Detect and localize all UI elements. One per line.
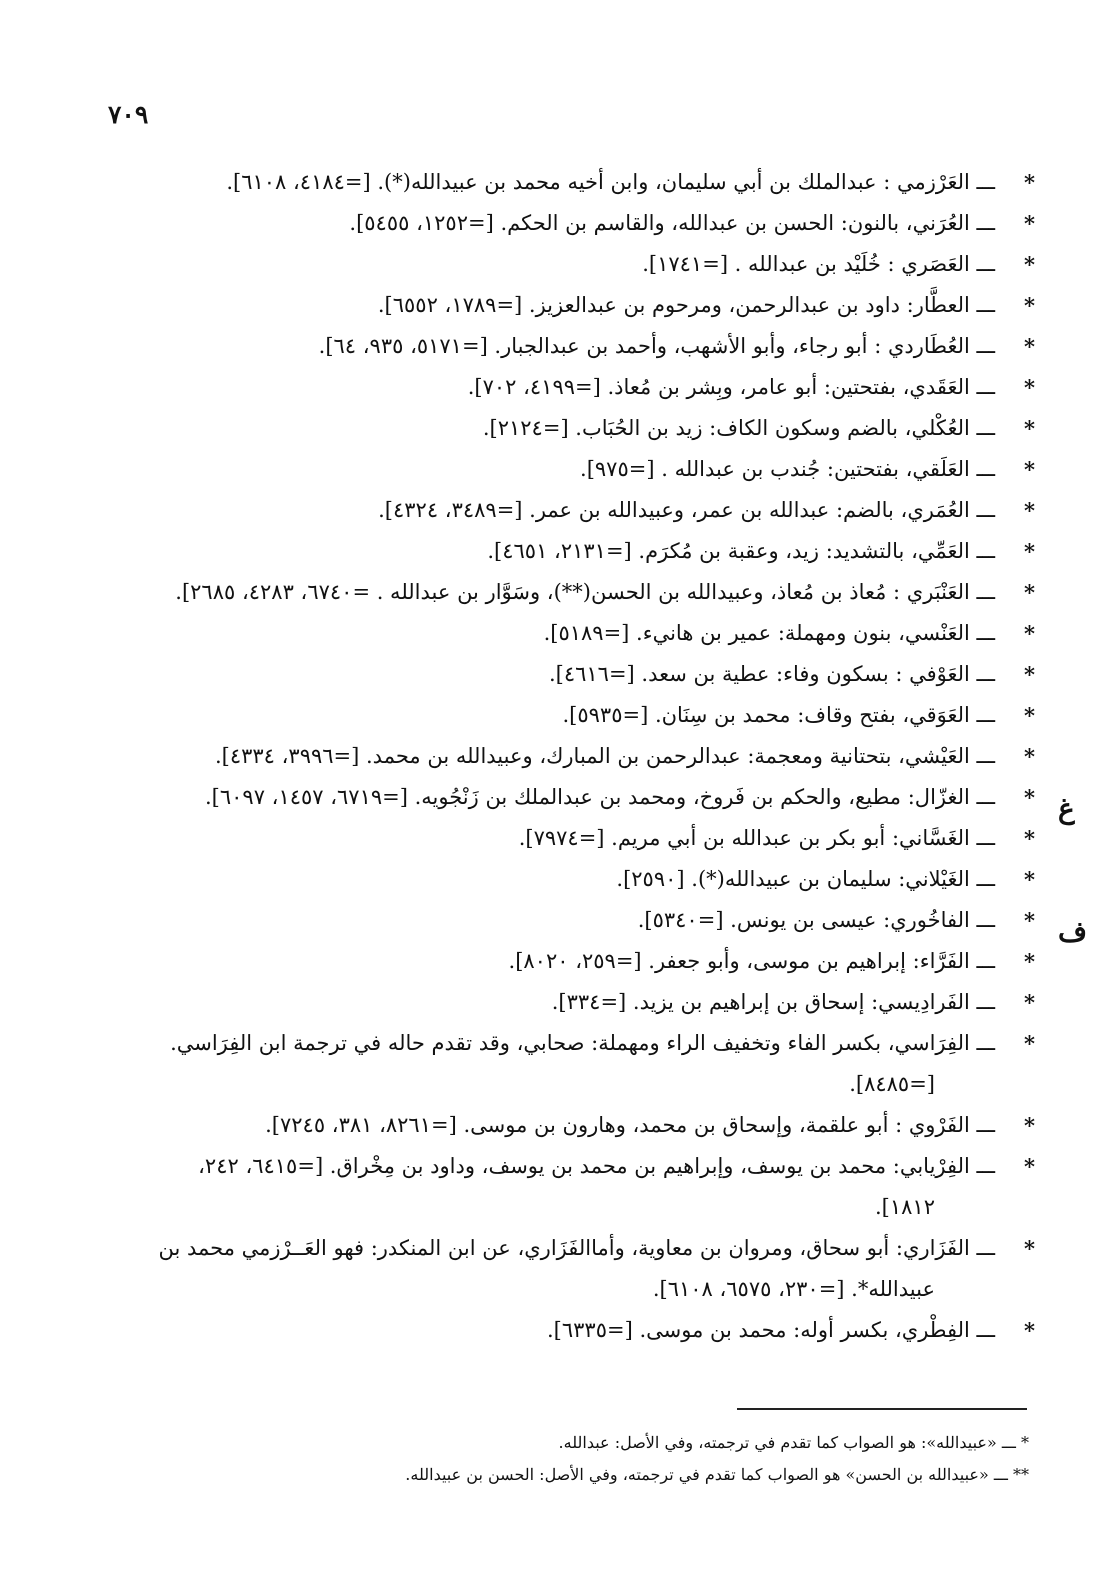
section-letter-ghain: غ (1058, 792, 1075, 825)
bullet-star: * (1024, 416, 1035, 441)
entry-line (551, 982, 1035, 1023)
entry-text: ـــ العُطَاردي : أبو رجاء، وأبو الأشهب، وأحمد بن عبدالجبار. [=٥١٧١، ٩٣٥، ٦٤]. (318, 334, 995, 358)
entry-line (547, 1310, 1035, 1351)
entry-line (198, 1146, 1035, 1187)
entry-text: ـــ العُكْلي، بالضم وسكون الكاف: زيد بن الحُبَاب. [=٢١٢٤]. (482, 416, 995, 440)
entry-text: ـــ الغَيْلاني: سليمان بن عبيدالله(*). [٢٥٩٠]. (616, 867, 995, 891)
entry-text: ـــ العَيْشي، بتحتانية ومعجمة: عبدالرحمن بن المبارك، وعبيدالله بن محمد. [=٣٩٩٦، ٤٣٣٤]. (214, 744, 995, 768)
entry-line (562, 695, 1035, 736)
entry-text: ـــ الفَرادِيسي: إسحاق بن إبراهيم بن يزيد. [=٣٣٤]. (551, 990, 995, 1014)
entry-line (349, 203, 1035, 244)
entry-line (487, 531, 1035, 572)
entry-text: ـــ الغزّال: مطيع، والحكم بن فَروخ، ومحمد بن عبدالملك بن زَنْجُويه. [=٦٧١٩، ١٤٥٧، ٦٠٩٧]. (204, 785, 995, 809)
entry-line (518, 818, 1035, 859)
entry-text: ـــ الفَزَاري: أبو سحاق، ومروان بن معاوية، وأماالفَزَاري، عن ابن المنكدر: فهو العَــرْزمي محمد بن (158, 1236, 995, 1260)
entry-continuation: ١٨١٢]. (875, 1195, 935, 1219)
entry-line (482, 408, 1035, 449)
bullet-star: * (1024, 1236, 1035, 1261)
entry-text: ـــ الغَسَّاني: أبو بكر بن عبدالله بن أبي مريم. [=٧٩٧٤]. (518, 826, 995, 850)
bullet-star: * (1024, 826, 1035, 851)
footnote-marker: * (1021, 1433, 1029, 1452)
entry-text: ـــ العَوَقي، بفتح وقاف: محمد بن سِنَان. [=٥٩٣٥]. (562, 703, 995, 727)
entry-text: ـــ العَنْسي، بنون ومهملة: عمير بن هانيء. [=٥١٨٩]. (543, 621, 995, 645)
entry-line (616, 859, 1035, 900)
entry-continuation: عبيدالله*. [=٢٣٠، ٦٥٧٥، ٦١٠٨]. (652, 1277, 935, 1301)
entry-text: ـــ العَلَقي، بفتحتين: جُندب بن عبدالله . [=٩٧٥]. (580, 457, 995, 481)
entry-text: ـــ العَمِّي، بالتشديد: زيد، وعقبة بن مُكرَم. [=٢١٣١، ٤٦٥١]. (487, 539, 995, 563)
bullet-star: * (1024, 949, 1035, 974)
page-number: ٧٠٩ (108, 100, 149, 129)
bullet-star: * (1024, 621, 1035, 646)
entry-line (580, 449, 1035, 490)
footnote-text: ـــ «عبيدالله»: هو الصواب كما تقدم في ترجمته، وفي الأصل: عبدالله. (558, 1433, 1016, 1452)
bullet-star: * (1024, 170, 1035, 195)
bullet-star: * (1024, 744, 1035, 769)
entry-line (226, 162, 1035, 203)
entry-line (170, 1023, 1035, 1064)
entry-line (377, 285, 1035, 326)
entry-text: ـــ الفِرْيابي: محمد بن يوسف، وإبراهيم بن محمد بن يوسف، وداود بن مِخْراق. [=٦٤١٥، ٢٤٢، (198, 1154, 995, 1178)
footnote-separator (737, 1408, 1027, 1410)
bullet-star: * (1024, 457, 1035, 482)
entry-text: ـــ العُرَني، بالنون: الحسن بن عبدالله، والقاسم بن الحكم. [=١٢٥٢، ٥٤٥٥]. (349, 211, 995, 235)
entry-line (378, 490, 1035, 531)
entry-text: ـــ العَصَري : خُلَيْد بن عبدالله . [=١٧٤١]. (642, 252, 995, 276)
entry-continuation: [=٨٤٨٥]. (849, 1072, 935, 1096)
footnote-marker: ** (1013, 1465, 1029, 1484)
entry-text: ـــ الفَرَّاء: إبراهيم بن موسى، وأبو جعفر. [=٢٥٩، ٨٠٢٠]. (508, 949, 995, 973)
bullet-star: * (1024, 990, 1035, 1015)
bullet-star: * (1024, 539, 1035, 564)
entry-text: ـــ الفَرْوي : أبو علقمة، وإسحاق بن محمد، وهارون بن موسى. [=٨٢٦١، ٣٨١، ٧٢٤٥]. (265, 1113, 995, 1137)
footnote-text: ـــ «عبيدالله بن الحسن» هو الصواب كما تقدم في ترجمته، وفي الأصل: الحسن بن عبيدالله. (405, 1465, 1008, 1484)
bullet-star: * (1024, 580, 1035, 605)
entry-line (637, 900, 1035, 941)
entry-text: ـــ العَقَدي، بفتحتين: أبو عامر، وبِشر بن مُعاذ. [=٤١٩٩، ٧٠٢]. (467, 375, 995, 399)
footnote-2 (405, 1460, 1029, 1490)
bullet-star: * (1024, 785, 1035, 810)
entry-line (508, 941, 1035, 982)
bullet-star: * (1024, 211, 1035, 236)
entry-line (175, 572, 1035, 613)
section-letter-faa: ف (1058, 915, 1088, 948)
entry-text: ـــ العطَّار: داود بن عبدالرحمن، ومرحوم بن عبدالعزيز. [=١٧٨٩، ٦٥٥٢]. (377, 293, 995, 317)
bullet-star: * (1024, 1154, 1035, 1179)
bullet-star: * (1024, 1318, 1035, 1343)
bullet-star: * (1024, 703, 1035, 728)
bullet-star: * (1024, 252, 1035, 277)
entry-line (204, 777, 1035, 818)
entry-text: ـــ العَنْبَري : مُعاذ بن مُعاذ، وعبيدالله بن الحسن(**)، وسَوَّار بن عبدالله . =٦٧٤٠، ٤٢٨٣، ٢٦٨٥]. (175, 580, 995, 604)
bullet-star: * (1024, 1113, 1035, 1138)
bullet-star: * (1024, 498, 1035, 523)
entry-line (214, 736, 1035, 777)
bullet-star: * (1024, 908, 1035, 933)
entry-text: ـــ الفِطْري، بكسر أوله: محمد بن موسى. [=٦٣٣٥]. (547, 1318, 995, 1342)
footnote-1 (559, 1428, 1029, 1458)
bullet-star: * (1024, 375, 1035, 400)
entry-text: ـــ العَوْفي : بسكون وفاء: عطية بن سعد. [=٤٦١٦]. (548, 662, 995, 686)
bullet-star: * (1024, 1031, 1035, 1056)
entry-line (265, 1105, 1035, 1146)
entry-line (467, 367, 1035, 408)
entry-line (158, 1228, 1035, 1269)
entry-line (543, 613, 1035, 654)
bullet-star: * (1024, 334, 1035, 359)
entry-line (642, 244, 1035, 285)
entry-line (318, 326, 1035, 367)
entry-text: ـــ الفِرَاسي، بكسر الفاء وتخفيف الراء ومهملة: صحابي، وقد تقدم حاله في ترجمة ابن الفِرَاسي. (170, 1031, 995, 1055)
bullet-star: * (1024, 293, 1035, 318)
entry-text: ـــ العُمَري، بالضم: عبدالله بن عمر، وعبيدالله بن عمر. [=٣٤٨٩، ٤٣٢٤]. (378, 498, 995, 522)
entry-line (548, 654, 1035, 695)
entry-text: ـــ الفاخُوري: عيسى بن يونس. [=٥٣٤٠]. (637, 908, 995, 932)
bullet-star: * (1024, 662, 1035, 687)
bullet-star: * (1024, 867, 1035, 892)
entry-text: ـــ العَرْزمي : عبدالملك بن أبي سليمان، وابن أخيه محمد بن عبيدالله(*). [=٤١٨٤، ٦١٠٨]. (226, 170, 995, 194)
